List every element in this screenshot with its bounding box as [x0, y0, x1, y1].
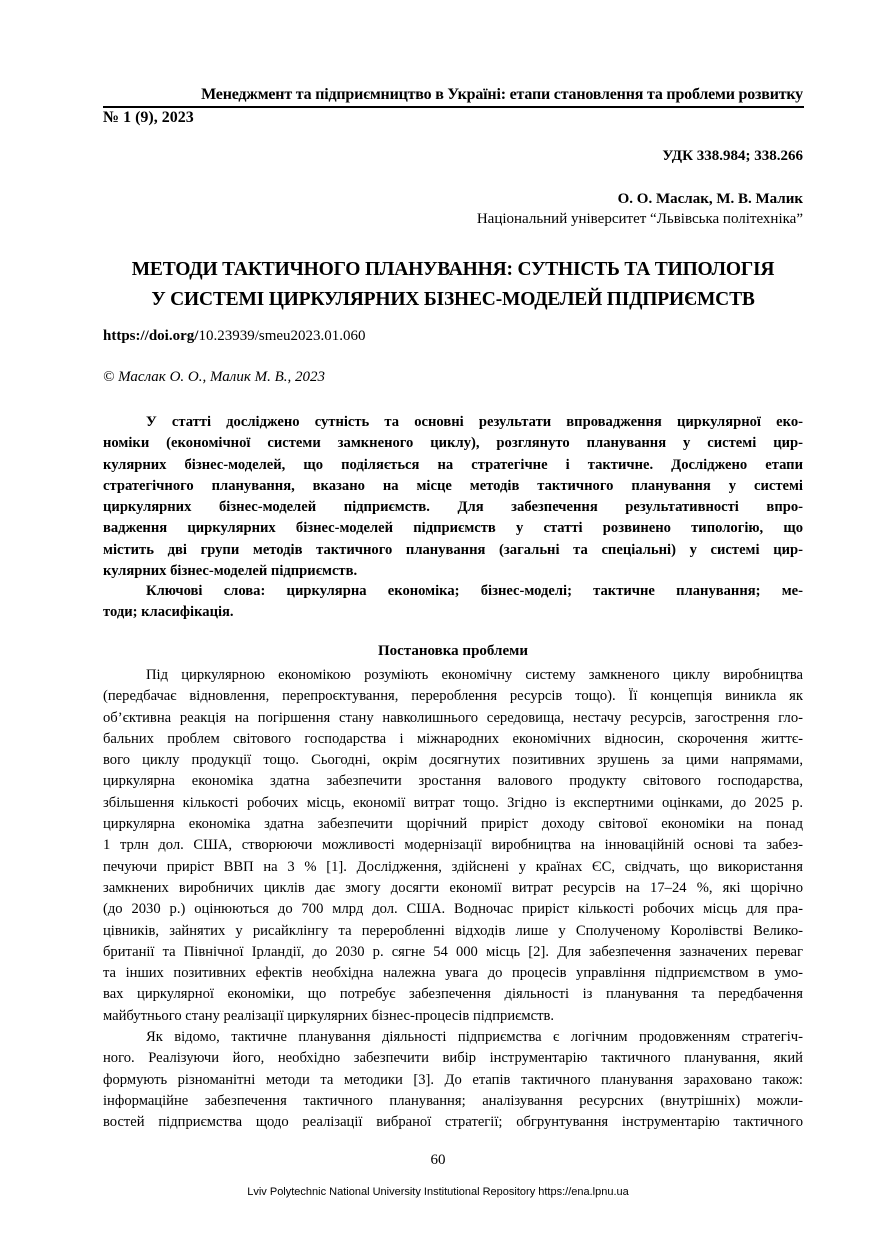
text-line: вого циклу продукції тощо. Сьогодні, окрім досягнутих позитивних зрушень за цими напрямами,	[103, 752, 803, 769]
journal-title: Менеджмент та підприємництво в Україні: етапи становлення та проблеми розвитку	[201, 86, 803, 103]
section-heading: Постановка проблеми	[378, 643, 528, 659]
text-line: кулярних бізнес-моделей, що поділяється на стратегічне і тактичне. Досліджено етапи	[103, 456, 803, 473]
text-line: цівників, зайнятих у рисайклінгу та переробленні відходів лише у Сполученому Королівстві Велико-	[103, 922, 803, 939]
text-line: замкнених виробничих циклів дає змогу досягти економії витрат ресурсів на 17–24 %, які щорічно	[103, 879, 803, 896]
text-line: містить дві групи методів тактичного планування (загальні та спеціальні) у системі цир-	[103, 541, 803, 558]
body-paragraph	[103, 1027, 803, 1133]
text-line: Як відомо, тактичне планування діяльності підприємства є логічним продовженням стратегіч-	[146, 1029, 803, 1045]
title-line: У СИСТЕМІ ЦИРКУЛЯРНИХ БІЗНЕС-МОДЕЛЕЙ ПІДПРИЄМСТВ	[151, 289, 755, 310]
text-line: номіки (економічної системи замкненого циклу), розглянуто планування у системі цир-	[103, 435, 803, 452]
text-line: печуючи приріст ВВП на 3 % [1]. Дослідження, здійснені у країнах ЄС, свідчать, що використання	[103, 858, 803, 875]
issue-number: № 1 (9), 2023	[103, 109, 194, 126]
text-line: (до 2030 р.) оцінюються до 700 млрд дол. США. Водночас приріст кількості робочих місць для пра-	[103, 901, 803, 918]
title-line: МЕТОДИ ТАКТИЧНОГО ПЛАНУВАННЯ: СУТНІСТЬ ТА ТИПОЛОГІЯ	[131, 259, 775, 280]
text-line: 1 трлн дол. США, створюючи можливості модернізації виробництва на інноваційній основі та забез-	[103, 837, 803, 854]
udk-code: УДК 338.984; 338.266	[662, 148, 803, 164]
copyright: © Маслак О. О., Малик М. В., 2023	[103, 369, 325, 385]
body-paragraph	[103, 665, 803, 1027]
authors: О. О. Маслак, М. В. Малик	[617, 191, 803, 207]
affiliation: Національний університет “Львівська політехніка”	[476, 211, 803, 227]
text-line: вах циркулярної економіки, що потребує забезпечення діяльності із планування та передбачення	[103, 986, 803, 1003]
text-line: циркулярна економіка здатна забезпечити щорічний приріст доходу світової економіки на понад	[103, 816, 803, 833]
text-line: кулярних бізнес-моделей підприємств.	[103, 563, 358, 580]
page-number: 60	[430, 1152, 446, 1168]
doi-link[interactable]	[103, 328, 366, 345]
text-line: циркулярна економіка здатна забезпечити зростання валового продукту світового господарства,	[103, 773, 803, 790]
text-line: інформаційне забезпечення тактичного планування; аналізування ресурсних (внутрішніх) можли-	[103, 1092, 803, 1109]
text-line: бальних проблем світового господарства і міжнародних економічних відносин, скорочення життє-	[103, 730, 803, 747]
text-line: та інших позитивних ефектів необхідна належна увага до процесів управління підприємством в умо-	[103, 965, 803, 982]
text-line: формують різноманітні методи та методики [3]. До етапів тактичного планування зараховано також:	[103, 1071, 803, 1088]
text-line: тоди; класифікація.	[103, 604, 234, 621]
doi-suffix: 10.23939/smeu2023.01.060	[198, 328, 366, 344]
text-line: майбутнього стану реалізації циркулярних бізнес-процесів підприємств.	[103, 1007, 555, 1024]
text-line: британії та Північної Ірландії, до 2030 р. сягне 54 000 місць [2]. Для забезпечення зазначених переваг	[103, 943, 803, 960]
text-line: об’єктивна реакція на погіршення стану навколишнього середовища, нестачу ресурсів, загострення гло-	[103, 709, 803, 726]
text-line: циркулярних бізнес-моделей підприємств. Для забезпечення результативності впро-	[103, 499, 803, 516]
text-line: збільшення кількості робочих місць, економії витрат тощо. Згідно із експертними оцінками, до 2025 р.	[103, 794, 803, 811]
article-title	[103, 255, 803, 315]
doi-prefix: https://doi.org/	[103, 328, 199, 344]
text-line: У статті досліджено сутність та основні результати впровадження циркулярної еко-	[146, 414, 803, 430]
text-line: вадження циркулярних бізнес-моделей підприємств у статті розвинено типологію, що	[103, 520, 803, 537]
text-line: стратегічного планування, вказано на місце методів тактичного планування у системі	[103, 477, 803, 494]
text-line: (передбачає відновлення, перепроєктування, перероблення ресурсів тощо). Її концепція виникла як	[103, 688, 803, 705]
header-rule	[103, 106, 804, 108]
repository-footer: Lviv Polytechnic National University Institutional Repository https://ena.lpnu.ua	[247, 1186, 629, 1198]
text-line: ного. Реалізуючи його, необхідно забезпечити вибір інструментарію тактичного планування, який	[103, 1050, 803, 1067]
keywords	[103, 581, 803, 624]
text-line: Ключові слова: циркулярна економіка; бізнес-моделі; тактичне планування; ме-	[146, 583, 803, 599]
text-line: востей підприємства щодо реалізації вибраної стратегії; обгрунтування інструментарію тактичного	[103, 1114, 803, 1131]
abstract	[103, 412, 803, 582]
text-line: Під циркулярною економікою розуміють економічну систему замкненого циклу виробництва	[146, 667, 803, 683]
